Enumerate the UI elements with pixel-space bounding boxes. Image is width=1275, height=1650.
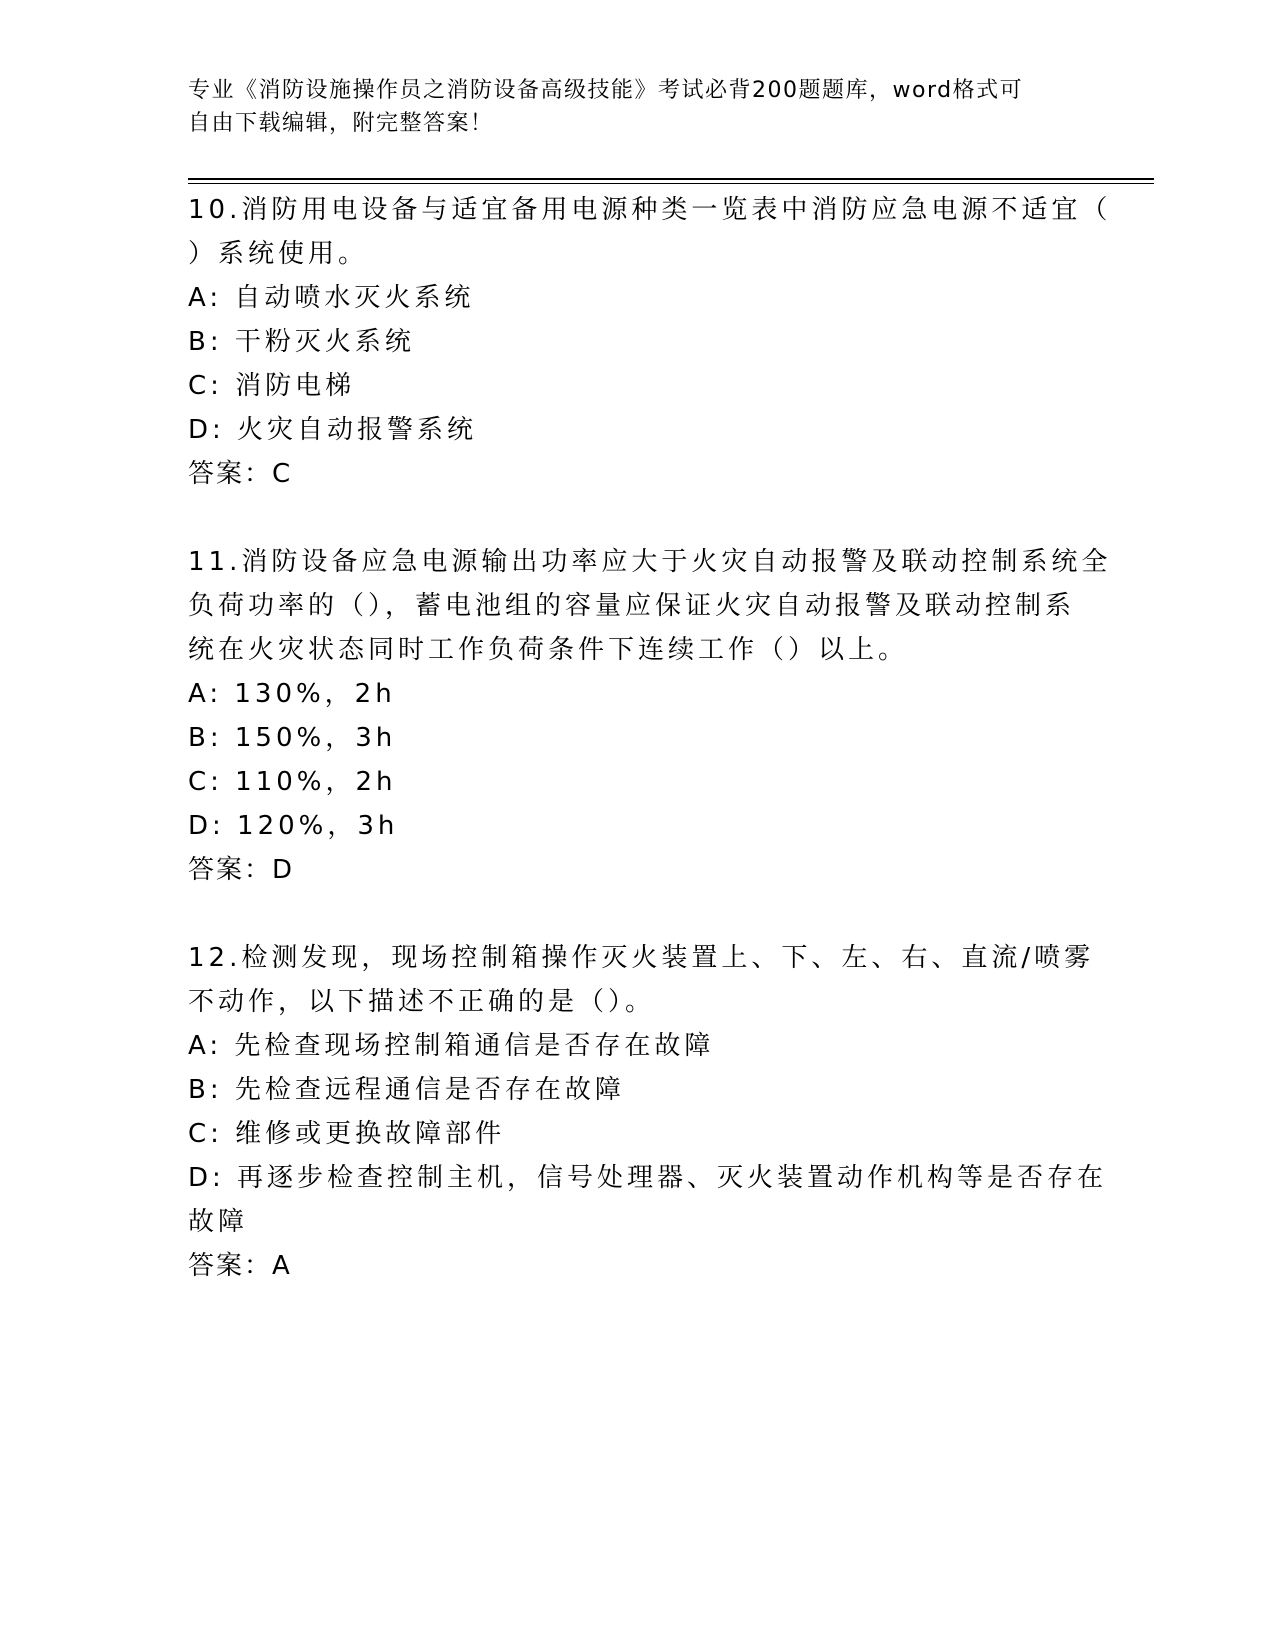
question-11-answer: 答案：D — [188, 855, 295, 885]
header-line-2: 自由下载编辑，附完整答案！ — [188, 111, 494, 136]
question-12-option-a: A: 先检查现场控制箱通信是否存在故障 — [188, 1031, 715, 1061]
question-12-option-d: D: 再逐步检查控制主机，信号处理器、灭火装置动作机构等是否存在 — [188, 1163, 1108, 1193]
header-divider-thick — [188, 178, 1154, 180]
header-divider-thin — [188, 183, 1154, 184]
question-10-answer: 答案：C — [188, 459, 293, 489]
question-12-answer: 答案：A — [188, 1251, 292, 1281]
question-11-stem-line-1: 11.消防设备应急电源输出功率应大于火灾自动报警及联动控制系统全 — [188, 547, 1112, 577]
question-12-option-c: C: 维修或更换故障部件 — [188, 1119, 506, 1149]
question-10-stem-line-1: 10.消防用电设备与适宜备用电源种类一览表中消防应急电源不适宜（ — [188, 195, 1112, 225]
question-10-option-c: C: 消防电梯 — [188, 371, 356, 401]
header-line-1: 专业《消防设施操作员之消防设备高级技能》考试必背200题题库，word格式可 — [188, 78, 1024, 103]
question-10-option-d: D: 火灾自动报警系统 — [188, 415, 478, 445]
question-11-stem-line-3: 统在火灾状态同时工作负荷条件下连续工作（）以上。 — [188, 635, 909, 665]
document-header — [188, 74, 1068, 140]
question-11-option-c: C: 110%，2h — [188, 767, 397, 797]
question-11-option-d: D: 120%，3h — [188, 811, 399, 841]
question-11-option-b: B: 150%，3h — [188, 723, 397, 753]
question-12-option-b: B: 先检查远程通信是否存在故障 — [188, 1075, 625, 1105]
question-11-option-a: A: 130%，2h — [188, 679, 396, 709]
question-12-stem-line-1: 12.检测发现，现场控制箱操作灭火装置上、下、左、右、直流/喷雾 — [188, 943, 1095, 973]
question-11-stem-line-2: 负荷功率的（），蓄电池组的容量应保证火灾自动报警及联动控制系 — [188, 591, 1076, 621]
question-10-stem-line-2: ）系统使用。 — [188, 239, 369, 269]
question-10-option-b: B: 干粉灭火系统 — [188, 327, 415, 357]
question-12-stem-line-2: 不动作，以下描述不正确的是（）。 — [188, 987, 656, 1017]
question-12-option-d-continued: 故障 — [188, 1207, 249, 1237]
question-10-option-a: A: 自动喷水灭火系统 — [188, 283, 475, 313]
